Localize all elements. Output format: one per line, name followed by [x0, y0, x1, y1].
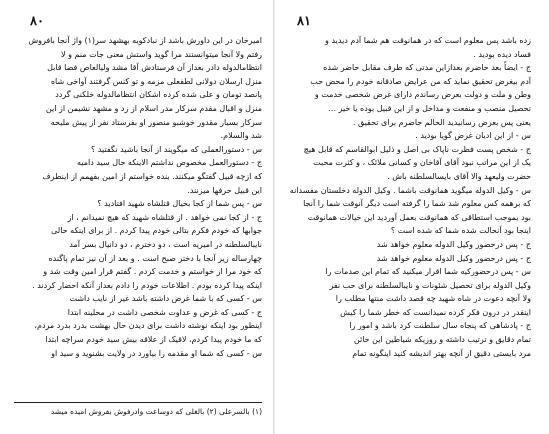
text-line: فساد دیده بودید .	[473, 49, 531, 59]
text-line: وکیل الدوله برای تحصیل شئونات و نایبالسلطنه برای حب نفر	[329, 280, 531, 290]
text-line: این قبیل حرفها میزنند.	[187, 185, 262, 195]
right-page	[275, 0, 549, 434]
footnote: (۱) بالسرعلی (۲) بالغلی که دوساعت وادرفوش بفروش امیده میشد	[50, 407, 262, 416]
text-line: ج - شخص پست فطرت ناپاک بی اصل و ذلیل ابوالقاسم که قابل هیچ	[303, 144, 531, 154]
text-line: س - پس درحضورکیه شما اقرار میکنید که تمام این صدمات را	[325, 267, 531, 277]
text-line: که ازچه قبیل گفتگو میکنند. بنده خواستم از امین بفهمم از اینطرف	[42, 171, 262, 181]
text-line: تحصیل منصب و منفعت و مداخل و از این قبیل بوده یا خیر ...	[328, 103, 531, 113]
left-page	[0, 0, 274, 434]
text-line: جوابها که خودم فکرم بتالی خودم پیدا کردم . از برای اینکه حالی	[51, 226, 262, 236]
text-line: پانصد تومان و علی شده کرده اشکان انتظامالدوله خلکنی گردد	[55, 90, 262, 100]
text-line: تمام دقایق و ترتیب داشته و روزیکه شیاطین این خائن	[353, 335, 531, 345]
text-line: ولا آنچه دعوت در شاه شهید چه قصد داشت منتها مطلب را	[335, 294, 531, 304]
text-line: اینقدر در درون فکر کرده نمیدانست که خطر شما را کیش	[340, 307, 531, 317]
text-line: ج - دستورالعمل مخصوص نداشتم الاینکه حال سید دامیه	[77, 158, 262, 168]
text-line: امیرخان در این داورش باشد از نبادکوبه بهشهد سر(۱) واژ آنجا بافروش	[28, 36, 262, 45]
page-number: ۸۰	[30, 14, 44, 29]
text-line: س - دستورالعملی که میگویند از آنجا باشید نگفتید ؟	[91, 144, 262, 154]
text-line: اینطور بود اینکه نوشته داشت برای دیدن حال بهشت بدرد بدرد مردم،	[34, 321, 262, 331]
text-line: ج - از کجا نمی خواهد . از قتلشاه شهید که هیچ نمیدانم ، از	[67, 212, 262, 222]
footnote-divider	[14, 402, 262, 403]
text-line: س - وکیل الدوله میگوید همانوقت باشما . وکیل الدوله دخلستان مفسدانه	[289, 185, 531, 195]
text-line: س - پس شما از کجا بخیال قتلشاه شهید افتادید ؟	[97, 199, 262, 209]
text-line: ج - پس درحضور وکیل الدوله معلوم خواهد شد	[376, 239, 531, 249]
text-line: منزل ارسلان دولانی لطفعلی مزمه و تو کنس گرفتند آواخی شاه	[50, 76, 262, 86]
page-body-text	[285, 34, 531, 360]
text-line: اینجا بود آنحالت شده شما که شده است ؟	[390, 226, 531, 236]
text-line: بود بموجب استطاقی که همانوقت بعمل آوردید این خیالات همانوقت	[307, 212, 531, 222]
text-line: س - کسی که شما او مقدمه را بیاورد در ولایت بشنوید و سید او	[51, 348, 262, 358]
text-line: انتظامالدوله دادر بعداز آن فرستادش آقا مشد ولیالعاص فضا قابل	[47, 63, 262, 73]
text-line: ج - کسی که غرض و عداوت شخصی داشت در محلینه ابتدا	[67, 307, 262, 317]
text-line: یک از این مراتب نبود آقای آقاخان و کسانی ملائک ، و کثرت محبت	[313, 158, 531, 168]
text-line: که ما خودم پیدا کردم، لاقیک از علاقه بیش سید خودم سراچه ابتدا	[45, 335, 262, 345]
text-line: چهارساله زیر آنجا با دختر صبح است . و بعد از آن نیز تمام پاگنده	[48, 253, 262, 263]
text-line: س - از این ادیان غرض گویا بودید .	[415, 131, 531, 141]
text-line: که خود مرا از خواستم و خدمت کردم . گفتم قرار امین وقت شد و	[43, 267, 262, 277]
text-line: سرکار بسیار مقدور خوشبو منصور او بفرستاد نفر از پیش ملیحه	[50, 117, 262, 127]
text-line: مرد بایستی دقیق از آنچه بهتر اندیشه کنید اینگونه تمام	[352, 348, 531, 358]
text-line: رفتم ولا آنجا میتوانستند مرا گوید واستش معنی جات منم و لا	[60, 49, 262, 59]
text-line: س - کسی که با شما غرض داشته باشد غیر از نایب داشت	[69, 294, 262, 304]
text-line: که برهمه کس معلوم شد شما را گرفته است دیگر آنوقت شما را آنجا	[303, 199, 531, 209]
text-line: ج - پادشاهی که پنجاه سال سلطنت کرد باشد و امور را	[349, 321, 531, 331]
text-line: شد والسلام.	[220, 131, 262, 141]
page-body-text	[14, 34, 262, 360]
text-line: منزل و اقبال مقدم سرکار مدر اسلام از زد و مشهد نشیمن از این	[45, 103, 262, 113]
text-line: اینکه پیدا کرده بودم . اطلاعات خودم را دادم بعداز آنکه احضار کردند .	[32, 280, 262, 290]
text-line: وطن و ملت و دولت بعرض رساندم دارای غرض شخصی خدمت و	[314, 90, 531, 100]
text-line: نایبالسلطنه در امیریه است ، دو دخترم ، دو دانیال بسر آمد	[69, 239, 262, 249]
text-line: حضرت ولیعهد والا آقای بایسالسلطنه باش .	[387, 171, 531, 181]
text-line: یعنی پس بعرض رسانیدید الحالم حاضرم برای تحقیق .	[352, 117, 531, 127]
page-number: ۸۱	[297, 14, 311, 29]
text-line: زده باشد پس معلوم است که در همانوقت هم شما آدم دیدید و	[325, 36, 531, 45]
text-line: ج - پس درحضور وکیل الدوله معلوم خواهد شد	[376, 253, 531, 263]
text-line: ج - ایضاً بعد حاضرم بعدازاین مدتی که طرف مقابل حاضر شده	[323, 63, 531, 73]
text-line: آدم بیغرض تحقیق نماید که من عرایض صادقانه خودم را محض حب	[310, 76, 531, 86]
